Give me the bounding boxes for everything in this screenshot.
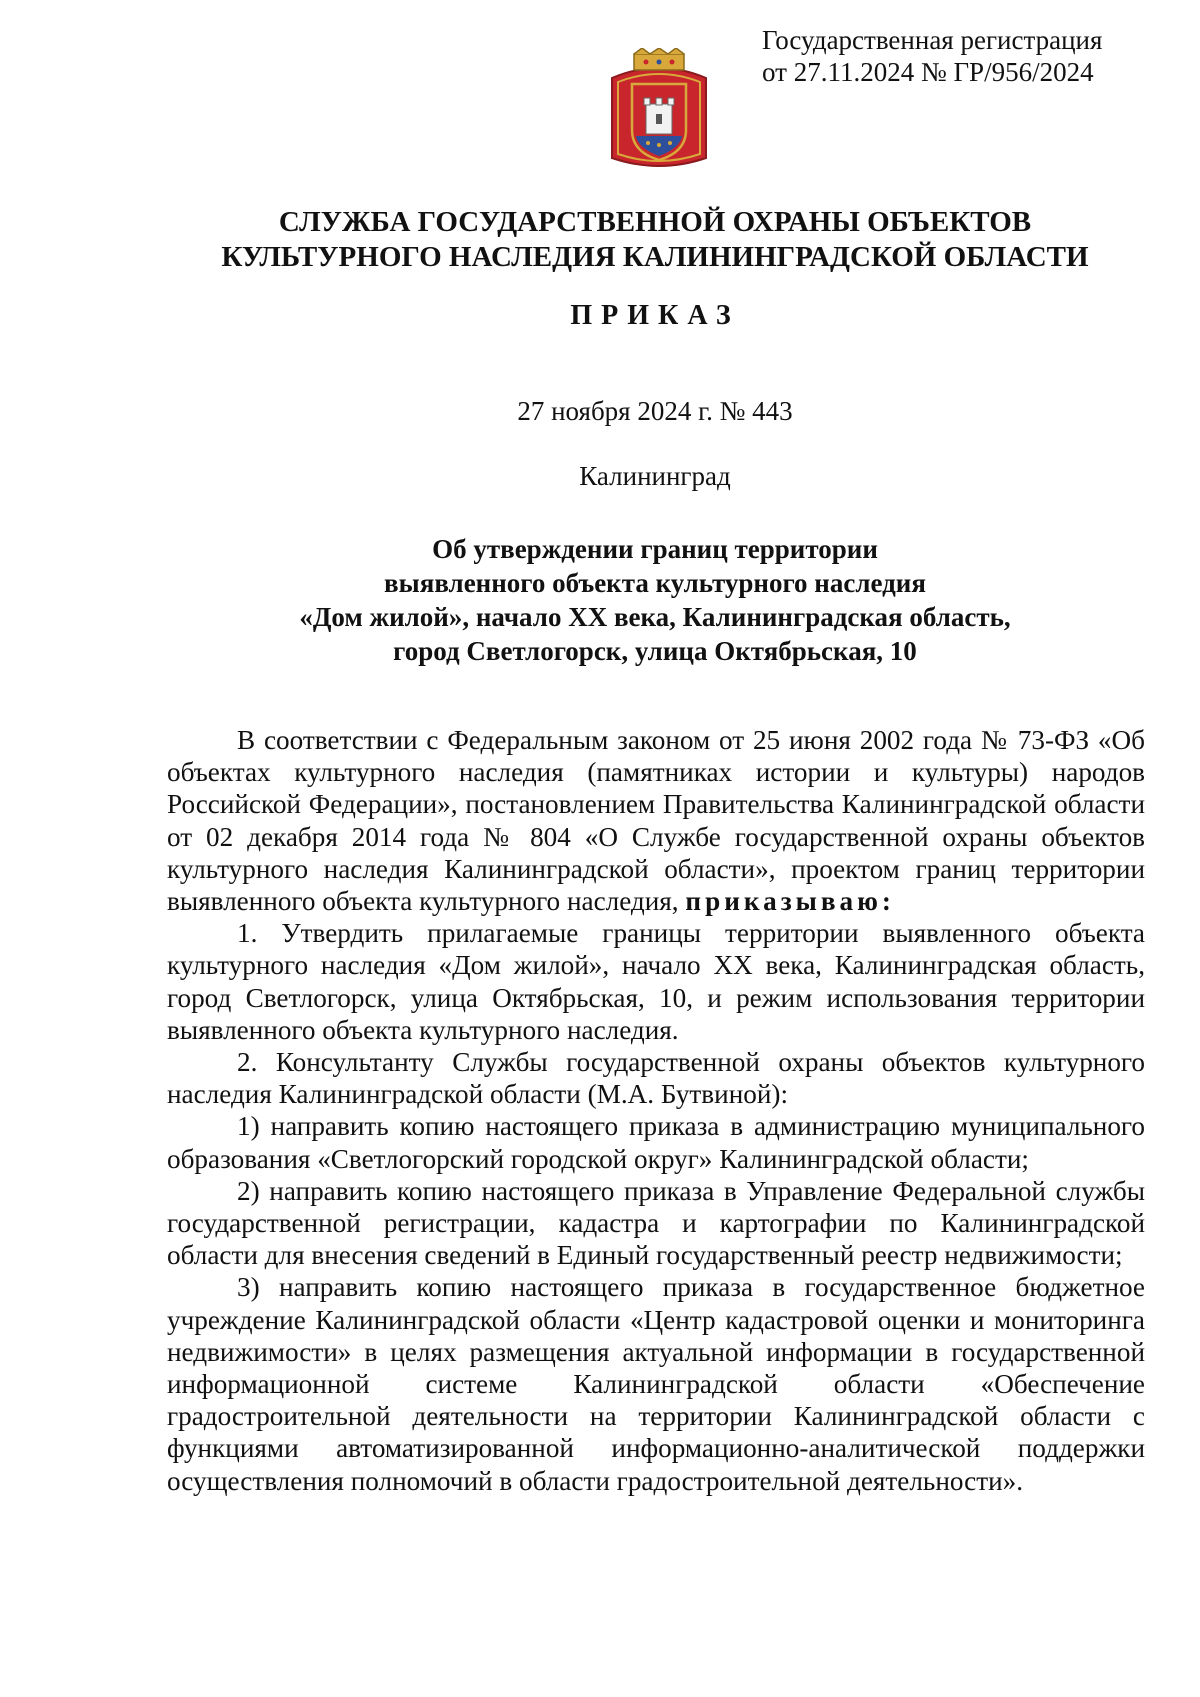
- registration-line-2: от 27.11.2024 № ГР/956/2024: [762, 57, 1094, 87]
- preamble-paragraph: [167, 724, 1145, 917]
- registration-line-1: Государственная регистрация: [762, 25, 1103, 55]
- subject-line-4: город Светлогорск, улица Октябрьская, 10: [393, 636, 917, 666]
- subject-line-1: Об утверждении границ территории: [432, 534, 878, 564]
- preamble-text: В соответствии с Федеральным законом от 25 июня 2002 года № 73-ФЗ «Об объектах культурного наследия (памятниках истории и культуры) народов Российской Федерации», постановлением Правительства Калининградской области от 02 декабря 2014 года № 804 «О Службе государственной охраны объектов культурного наследия Калининградской области», проектом границ территории выявленного объекта культурного наследия,: [167, 725, 1145, 917]
- item-2-3-paragraph: 3) направить копию настоящего приказа в государственное бюджетное учреждение Калининградской области «Центр кадастровой оценки и мониторинга недвижимости» в целях размещения актуальной информации в государственной информационной системе Калининградской области «Обеспечение градостроительной деятельности на территории Калининградской области с функциями автоматизированной информационно-аналитической поддержки осуществления полномочий в области градостроительной деятельности».: [167, 1272, 1145, 1496]
- item-2-paragraph: 2. Консультанту Службы государственной охраны объектов культурного наследия Калининградской области (М.А. Бутвиной):: [167, 1047, 1145, 1110]
- organization-title-line-2: КУЛЬТУРНОГО НАСЛЕДИЯ КАЛИНИНГРАДСКОЙ ОБЛАСТИ: [221, 241, 1089, 273]
- order-directive: приказываю:: [685, 886, 895, 917]
- subject-line-3: «Дом жилой», начало XX века, Калининградская область,: [299, 602, 1011, 632]
- order-subject: [0, 532, 1200, 668]
- order-city: Калининград: [579, 461, 731, 491]
- subject-line-2: выявленного объекта культурного наследия: [384, 568, 926, 598]
- order-date-number: 27 ноября 2024 г. № 443: [517, 396, 793, 426]
- document-type: ПРИКАЗ: [570, 300, 740, 331]
- item-2-1-paragraph: 1) направить копию настоящего приказа в администрацию муниципального образования «Светлогорский городской округ» Калининградской области;: [167, 1111, 1145, 1174]
- item-1-paragraph: 1. Утвердить прилагаемые границы территории выявленного объекта культурного наследия «Дом жилой», начало XX века, Калининградская область, город Светлогорск, улица Октябрьская, 10, и режим использования территории выявленного объекта культурного наследия.: [167, 918, 1145, 1045]
- organization-title: [0, 205, 1200, 275]
- item-2-2-paragraph: 2) направить копию настоящего приказа в Управление Федеральной службы государственной регистрации, кадастра и картографии по Калининградской области для внесения сведений в Единый государственный реестр недвижимости;: [167, 1175, 1145, 1271]
- registration-stamp: [762, 24, 1102, 88]
- organization-title-line-1: СЛУЖБА ГОСУДАРСТВЕННОЙ ОХРАНЫ ОБЪЕКТОВ: [278, 206, 1032, 238]
- coat-of-arms-icon: [604, 48, 714, 174]
- order-body: [167, 724, 1145, 1497]
